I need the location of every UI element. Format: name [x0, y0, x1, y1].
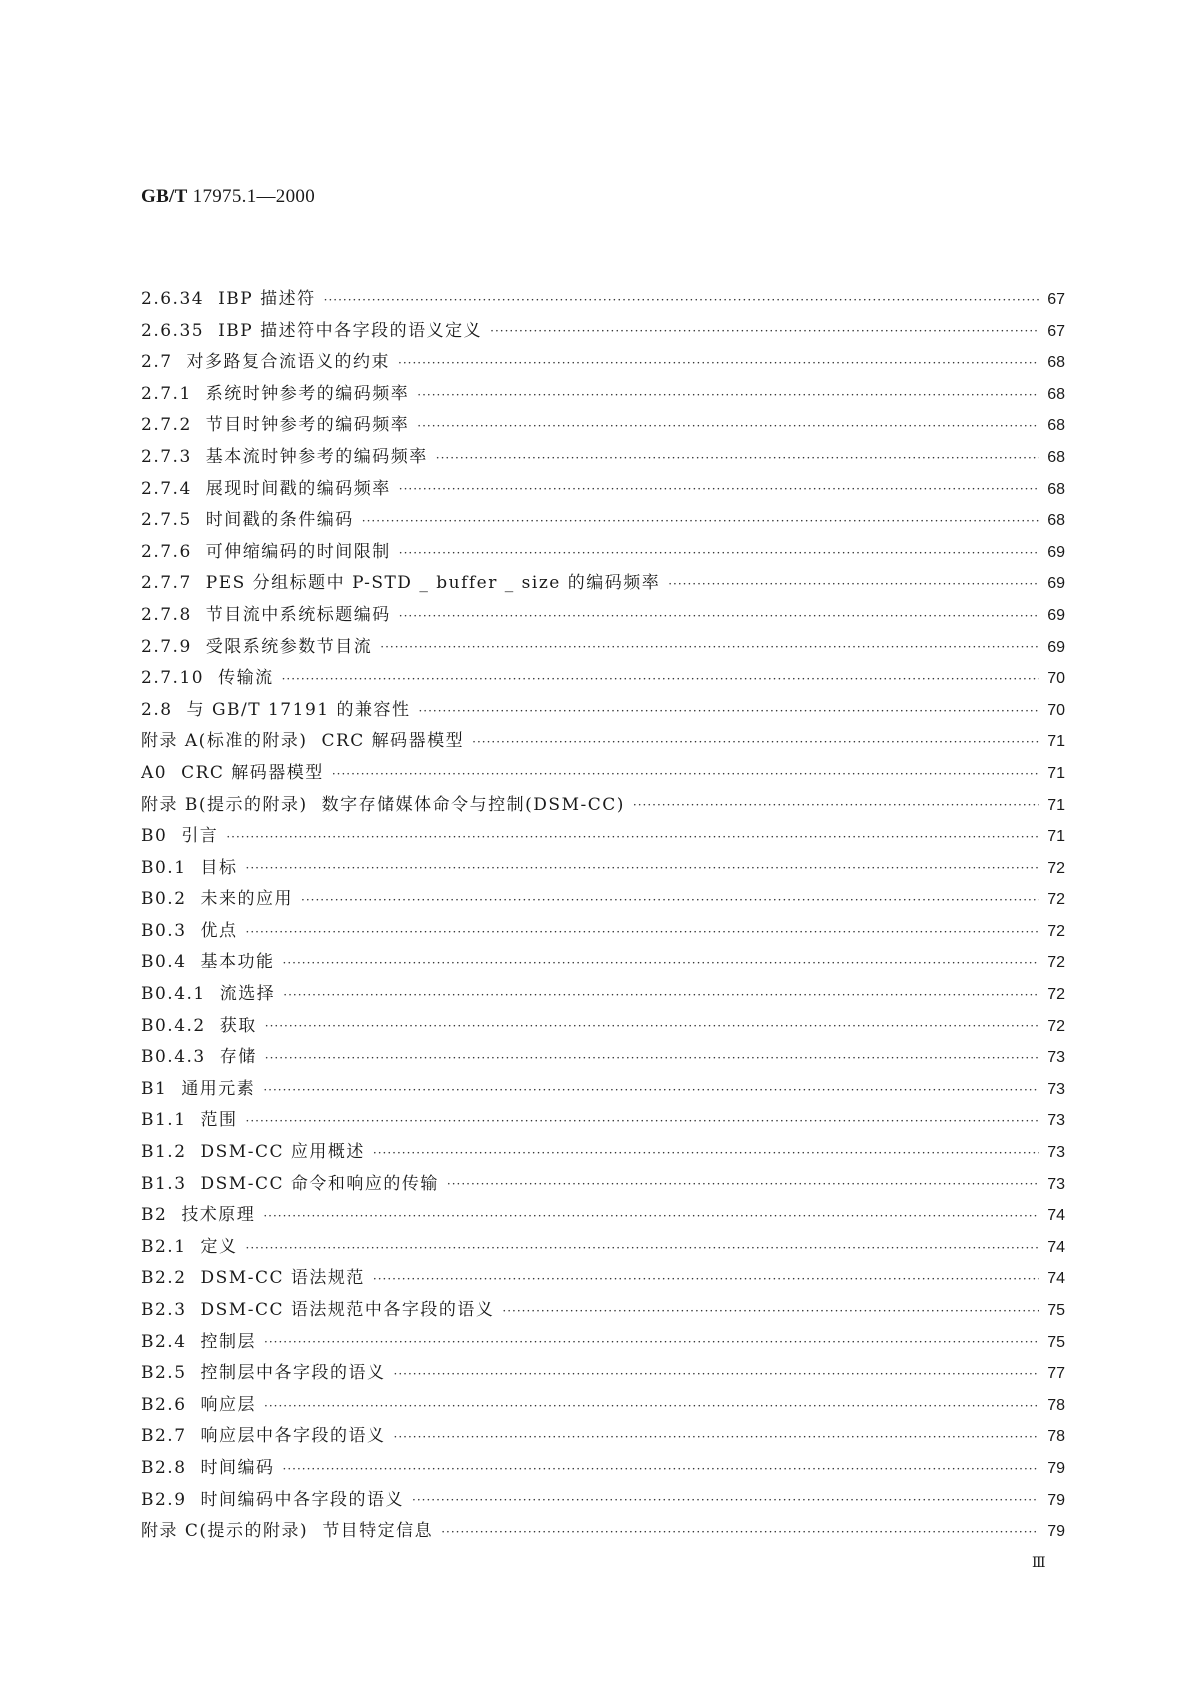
- toc-entry[interactable]: [141, 1263, 1065, 1295]
- toc-dot-leader: [265, 1051, 1039, 1065]
- toc-entry-page: 69: [1047, 606, 1065, 624]
- toc-entry-number: B2.1: [141, 1236, 187, 1257]
- toc-entry-title: 通用元素: [181, 1078, 256, 1099]
- toc-dot-leader: [246, 1241, 1039, 1255]
- toc-entry-number: B2.8: [141, 1457, 187, 1478]
- toc-entry[interactable]: [141, 600, 1065, 632]
- toc-entry-number: B2.5: [141, 1363, 187, 1384]
- toc-entry-title: IBP 描述符: [218, 289, 316, 309]
- toc-dot-leader: [265, 1019, 1039, 1033]
- toc-entry-title: 展现时间戳的编码频率: [205, 478, 391, 499]
- toc-dot-leader: [246, 1114, 1039, 1128]
- document-code: [141, 186, 315, 208]
- toc-entry-page: 68: [1047, 480, 1065, 498]
- toc-entry-title: 响应层中各字段的语义: [200, 1426, 386, 1447]
- toc-dot-leader: [441, 1525, 1039, 1539]
- toc-entry-title: 时间编码中各字段的语义: [200, 1489, 405, 1510]
- standard-prefix: GB/T: [141, 186, 188, 207]
- toc-dot-leader: [264, 1399, 1039, 1413]
- toc-dot-leader: [418, 704, 1039, 718]
- toc-entry-number: B2.7: [141, 1426, 187, 1447]
- toc-entry-number: B1.1: [141, 1110, 187, 1131]
- toc-dot-leader: [264, 1335, 1039, 1349]
- toc-entry[interactable]: [141, 1074, 1065, 1106]
- toc-entry[interactable]: [141, 1200, 1065, 1232]
- toc-entry-number: 2.7.3: [141, 446, 192, 467]
- toc-entry[interactable]: [141, 853, 1065, 885]
- toc-entry-page: 72: [1047, 859, 1065, 877]
- toc-entry-number: B0.4: [141, 952, 187, 973]
- toc-entry-number: B1: [141, 1078, 168, 1099]
- toc-dot-leader: [226, 830, 1039, 844]
- toc-entry-title: 传输流: [218, 668, 274, 689]
- toc-entry-page: 74: [1047, 1270, 1065, 1288]
- toc-dot-leader: [417, 388, 1039, 402]
- toc-entry[interactable]: [141, 316, 1065, 348]
- toc-entry-title: 与 GB/T 17191 的兼容性: [186, 699, 411, 720]
- toc-dot-leader: [283, 1462, 1039, 1476]
- toc-entry[interactable]: [141, 663, 1065, 695]
- toc-entry-page: 68: [1047, 385, 1065, 403]
- toc-entry-page: 69: [1047, 575, 1065, 593]
- toc-entry-title: 控制层中各字段的语义: [200, 1363, 386, 1384]
- toc-entry-title: 范围: [200, 1110, 238, 1131]
- toc-dot-leader: [412, 1493, 1039, 1507]
- toc-entry-page: 72: [1047, 1017, 1065, 1035]
- toc-entry-number: B0.4.1: [141, 984, 206, 1005]
- toc-entry[interactable]: [141, 1295, 1065, 1327]
- toc-entry-number: 2.7.10: [141, 668, 205, 689]
- toc-entry-title: 优点: [200, 920, 238, 941]
- toc-entry-number: B2.3: [141, 1300, 187, 1320]
- toc-entry[interactable]: [141, 632, 1065, 664]
- toc-entry-page: 70: [1047, 670, 1065, 688]
- toc-entry-title: IBP 描述符中各字段的语义定义: [218, 320, 483, 341]
- toc-dot-leader: [263, 1209, 1039, 1223]
- toc-entry-page: 68: [1047, 354, 1065, 372]
- toc-entry[interactable]: [141, 1485, 1065, 1517]
- toc-entry-number: B0.4.3: [141, 1047, 206, 1068]
- toc-entry[interactable]: [141, 821, 1065, 853]
- toc-dot-leader: [668, 577, 1039, 591]
- table-of-contents: [141, 284, 1065, 1548]
- toc-entry[interactable]: [141, 1516, 1065, 1548]
- toc-dot-leader: [263, 1083, 1039, 1097]
- toc-entry-page: 75: [1047, 1302, 1065, 1319]
- toc-dot-leader: [502, 1304, 1039, 1318]
- toc-entry[interactable]: [141, 695, 1065, 727]
- toc-dot-leader: [472, 735, 1039, 749]
- toc-entry-page: 71: [1047, 828, 1065, 846]
- toc-entry-number: 2.7.7: [141, 573, 192, 594]
- toc-dot-leader: [490, 324, 1039, 338]
- toc-entry-title: 技术原理: [181, 1205, 256, 1226]
- toc-entry-page: 77: [1047, 1365, 1065, 1383]
- toc-entry-title: 节目特定信息: [322, 1521, 434, 1542]
- toc-entry-title: 系统时钟参考的编码频率: [205, 383, 410, 404]
- toc-entry-page: 72: [1047, 891, 1065, 909]
- toc-entry-page: 69: [1047, 638, 1065, 656]
- toc-entry-page: 71: [1047, 764, 1065, 782]
- toc-entry-number: 2.6.34: [141, 289, 205, 309]
- toc-entry[interactable]: [141, 1421, 1065, 1453]
- toc-entry-title: CRC 解码器模型: [181, 762, 324, 783]
- toc-entry-title: 未来的应用: [200, 889, 294, 910]
- toc-entry[interactable]: [141, 1042, 1065, 1074]
- toc-entry[interactable]: [141, 537, 1065, 569]
- toc-entry-page: 74: [1047, 1238, 1065, 1256]
- toc-entry-page: 73: [1047, 1080, 1065, 1098]
- toc-entry[interactable]: [141, 379, 1065, 411]
- toc-dot-leader: [399, 546, 1039, 560]
- toc-entry[interactable]: [141, 758, 1065, 790]
- toc-entry-title: DSM-CC 应用概述: [200, 1142, 365, 1163]
- toc-entry-title: 响应层: [200, 1394, 257, 1415]
- toc-entry[interactable]: [141, 1169, 1065, 1201]
- toc-entry[interactable]: [141, 1453, 1065, 1485]
- toc-entry-title: 获取: [219, 1015, 257, 1036]
- toc-entry-number: 2.7.2: [141, 415, 192, 436]
- toc-entry[interactable]: [141, 1390, 1065, 1422]
- toc-entry-title: 基本功能: [200, 952, 275, 973]
- toc-entry[interactable]: [141, 505, 1065, 537]
- toc-entry-page: 79: [1047, 1459, 1065, 1477]
- toc-dot-leader: [399, 609, 1039, 623]
- toc-dot-leader: [417, 419, 1039, 433]
- toc-entry-number: 2.7.8: [141, 604, 192, 625]
- toc-entry[interactable]: [141, 1327, 1065, 1359]
- toc-entry-title: CRC 解码器模型: [321, 731, 465, 752]
- toc-dot-leader: [394, 1367, 1039, 1381]
- toc-entry-title: 可伸缩编码的时间限制: [205, 541, 391, 562]
- toc-entry-number: B0: [141, 826, 168, 847]
- toc-entry-title: DSM-CC 语法规范中各字段的语义: [200, 1300, 495, 1320]
- toc-entry-number: B0.2: [141, 889, 187, 910]
- toc-entry[interactable]: [141, 347, 1065, 379]
- toc-entry-number: 附录 B(提示的附录): [141, 794, 308, 815]
- toc-entry-page: 79: [1047, 1523, 1065, 1541]
- page-number: Ⅲ: [1032, 1555, 1046, 1571]
- toc-entry[interactable]: [141, 1011, 1065, 1043]
- toc-entry-title: 引言: [181, 826, 219, 847]
- toc-entry[interactable]: [141, 474, 1065, 506]
- toc-entry-page: 67: [1047, 322, 1065, 340]
- toc-entry-number: B2.4: [141, 1331, 187, 1352]
- toc-dot-leader: [362, 514, 1039, 528]
- toc-entry-number: 2.7.6: [141, 541, 192, 562]
- toc-entry-page: 78: [1047, 1396, 1065, 1414]
- toc-dot-leader: [398, 356, 1039, 370]
- toc-dot-leader: [394, 1430, 1039, 1444]
- toc-entry-number: 2.7.1: [141, 383, 192, 404]
- toc-entry-title: 受限系统参数节目流: [205, 636, 373, 657]
- toc-entry-page: 73: [1047, 1175, 1065, 1193]
- toc-entry-page: 68: [1047, 417, 1065, 435]
- toc-dot-leader: [324, 293, 1039, 307]
- toc-dot-leader: [283, 988, 1039, 1002]
- toc-entry-page: 68: [1047, 448, 1065, 466]
- toc-entry-number: B2.2: [141, 1268, 187, 1289]
- toc-entry[interactable]: [141, 947, 1065, 979]
- toc-entry-page: 72: [1047, 922, 1065, 940]
- toc-entry-number: 2.7.9: [141, 636, 192, 657]
- toc-dot-leader: [332, 767, 1039, 781]
- toc-entry-page: 68: [1047, 512, 1065, 530]
- toc-entry-title: 流选择: [219, 984, 276, 1005]
- toc-entry-page: 71: [1047, 733, 1065, 751]
- toc-dot-leader: [380, 640, 1039, 654]
- toc-entry-page: 75: [1047, 1333, 1065, 1351]
- toc-dot-leader: [399, 482, 1039, 496]
- toc-entry-title: 节目时钟参考的编码频率: [205, 415, 410, 436]
- toc-entry[interactable]: [141, 726, 1065, 758]
- toc-dot-leader: [447, 1177, 1039, 1191]
- toc-entry-title: 定义: [200, 1236, 238, 1257]
- toc-entry-page: 73: [1047, 1144, 1065, 1162]
- toc-dot-leader: [283, 956, 1039, 970]
- toc-entry-page: 73: [1047, 1049, 1065, 1067]
- toc-entry-number: B0.4.2: [141, 1015, 206, 1036]
- toc-dot-leader: [246, 861, 1039, 875]
- toc-entry-title: 对多路复合流语义的约束: [186, 352, 391, 373]
- toc-entry-page: 70: [1047, 701, 1065, 719]
- toc-dot-leader: [246, 925, 1039, 939]
- toc-entry-page: 79: [1047, 1491, 1065, 1509]
- toc-entry-number: B0.1: [141, 857, 187, 878]
- toc-entry-title: 数字存储媒体命令与控制(DSM-CC): [321, 794, 625, 815]
- toc-entry-title: DSM-CC 命令和响应的传输: [200, 1173, 439, 1194]
- toc-entry[interactable]: [141, 284, 1065, 316]
- toc-entry-number: A0: [141, 762, 168, 783]
- toc-entry-number: B2.9: [141, 1489, 187, 1510]
- toc-entry[interactable]: [141, 916, 1065, 948]
- toc-entry-title: 时间戳的条件编码: [205, 510, 354, 531]
- toc-entry[interactable]: [141, 884, 1065, 916]
- toc-entry-title: 目标: [200, 857, 238, 878]
- toc-entry-title: 存储: [219, 1047, 257, 1068]
- toc-dot-leader: [282, 672, 1039, 686]
- toc-entry-page: 69: [1047, 543, 1065, 561]
- toc-entry[interactable]: [141, 790, 1065, 822]
- toc-entry-number: B0.3: [141, 920, 187, 941]
- toc-entry[interactable]: [141, 979, 1065, 1011]
- toc-entry[interactable]: [141, 568, 1065, 600]
- toc-dot-leader: [633, 798, 1039, 812]
- toc-entry-number: 2.6.35: [141, 320, 205, 341]
- toc-entry-number: 2.7.4: [141, 478, 192, 499]
- toc-entry[interactable]: [141, 1105, 1065, 1137]
- toc-entry-page: 78: [1047, 1428, 1065, 1446]
- toc-entry-number: 2.8: [141, 699, 173, 720]
- toc-entry-title: 基本流时钟参考的编码频率: [205, 446, 428, 467]
- toc-dot-leader: [301, 893, 1039, 907]
- toc-entry[interactable]: [141, 1358, 1065, 1390]
- toc-entry-title: DSM-CC 语法规范: [200, 1268, 365, 1289]
- toc-entry-page: 73: [1047, 1112, 1065, 1130]
- toc-entry-number: B1.2: [141, 1142, 187, 1163]
- toc-entry-page: 71: [1047, 796, 1065, 814]
- toc-entry-number: 2.7: [141, 352, 173, 373]
- toc-entry[interactable]: [141, 442, 1065, 474]
- toc-entry-title: PES 分组标题中 P-STD _ buffer _ size 的编码频率: [205, 573, 661, 594]
- toc-entry[interactable]: [141, 1232, 1065, 1264]
- toc-entry-title: 节目流中系统标题编码: [205, 604, 391, 625]
- toc-entry[interactable]: [141, 1137, 1065, 1169]
- toc-entry-number: 附录 C(提示的附录): [141, 1521, 309, 1542]
- toc-entry-page: 74: [1047, 1207, 1065, 1225]
- toc-entry-page: 67: [1047, 291, 1065, 308]
- toc-entry-number: B2.6: [141, 1394, 187, 1415]
- toc-dot-leader: [436, 451, 1039, 465]
- toc-entry-title: 时间编码: [200, 1457, 275, 1478]
- toc-entry-title: 控制层: [200, 1331, 257, 1352]
- toc-dot-leader: [373, 1272, 1039, 1286]
- toc-entry-number: B2: [141, 1205, 168, 1226]
- toc-entry-page: 72: [1047, 986, 1065, 1004]
- toc-entry-number: 附录 A(标准的附录): [141, 731, 308, 752]
- toc-entry-number: 2.7.5: [141, 510, 192, 531]
- toc-entry[interactable]: [141, 410, 1065, 442]
- toc-entry-number: B1.3: [141, 1173, 187, 1194]
- toc-entry-page: 72: [1047, 954, 1065, 972]
- standard-number: 17975.1—2000: [187, 186, 316, 207]
- toc-dot-leader: [373, 1146, 1039, 1160]
